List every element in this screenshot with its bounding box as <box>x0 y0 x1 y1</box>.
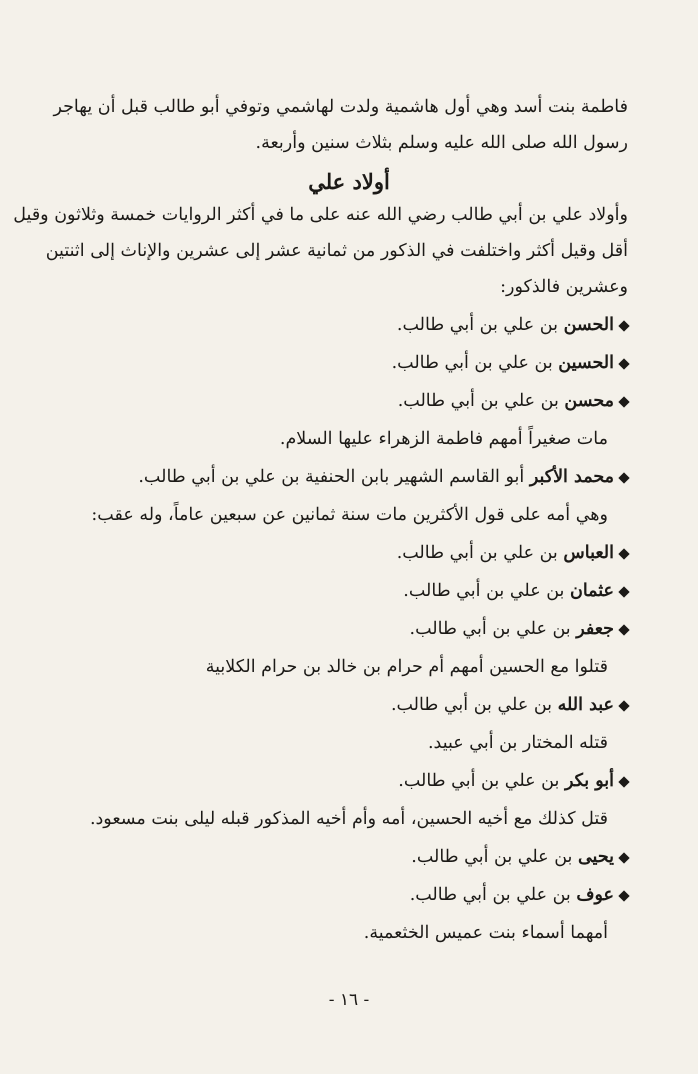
list-item: الحسين بن علي بن أبي طالب. <box>70 351 628 375</box>
list-item: عثمان بن علي بن أبي طالب. <box>70 579 628 603</box>
diamond-bullet-icon <box>618 396 629 407</box>
paragraph-line-3: وعشرين فالذكور: <box>500 277 628 297</box>
paragraph-line-2: أقل وقيل أكثر واختلفت في الذكور من ثمانية عشر إلى عشرين والإناث إلى اثنتين <box>45 241 628 261</box>
intro-line-1: فاطمة بنت أسد وهي أول هاشمية ولدت لهاشمي وتوفي أبو طالب قبل أن يهاجر <box>53 97 628 117</box>
diamond-bullet-icon <box>618 548 629 559</box>
note-line: قتلوا مع الحسين أمهم أم حرام بن خالد بن حرام الكلابية <box>205 657 608 677</box>
diamond-bullet-icon <box>618 700 629 711</box>
note-line: قتل كذلك مع أخيه الحسين، أمه وأم أخيه المذكور قبله ليلى بنت مسعود. <box>89 809 608 829</box>
list-item: أبو بكر بن علي بن أبي طالب. <box>70 769 628 793</box>
list-item: محمد الأكبر أبو القاسم الشهير بابن الحنفية بن علي بن أبي طالب. <box>70 465 628 489</box>
list-item: محسن بن علي بن أبي طالب. <box>70 389 628 413</box>
diamond-bullet-icon <box>618 624 629 635</box>
note-line: وهي أمه على قول الأكثرين مات سنة ثمانين عن سبعين عاماً، وله عقب: <box>91 505 608 525</box>
section-heading: أولاد علي <box>308 169 390 194</box>
diamond-bullet-icon <box>618 358 629 369</box>
note-line: أمهما أسماء بنت عميس الخثعمية. <box>363 923 608 943</box>
diamond-bullet-icon <box>618 776 629 787</box>
paragraph-line-1: وأولاد علي بن أبي طالب رضي الله عنه على ما في أكثر الروايات خمسة وثلاثون وقيل <box>13 205 628 225</box>
page-number: - ١٦ - <box>328 990 370 1010</box>
diamond-bullet-icon <box>618 472 629 483</box>
list-item: العباس بن علي بن أبي طالب. <box>70 541 628 565</box>
list-item: يحيى بن علي بن أبي طالب. <box>70 845 628 869</box>
diamond-bullet-icon <box>618 320 629 331</box>
diamond-bullet-icon <box>618 890 629 901</box>
intro-line-2: رسول الله صلى الله عليه وسلم بثلاث سنين وأربعة. <box>255 133 628 153</box>
list-item: عوف بن علي بن أبي طالب. <box>70 883 628 907</box>
diamond-bullet-icon <box>618 852 629 863</box>
diamond-bullet-icon <box>618 586 629 597</box>
list-item: عبد الله بن علي بن أبي طالب. <box>70 693 628 717</box>
note-line: قتله المختار بن أبي عبيد. <box>427 733 608 753</box>
list-item: جعفر بن علي بن أبي طالب. <box>70 617 628 641</box>
list-item: الحسن بن علي بن أبي طالب. <box>70 313 628 337</box>
note-line: مات صغيراً أمهم فاطمة الزهراء عليها السلام. <box>279 429 608 449</box>
